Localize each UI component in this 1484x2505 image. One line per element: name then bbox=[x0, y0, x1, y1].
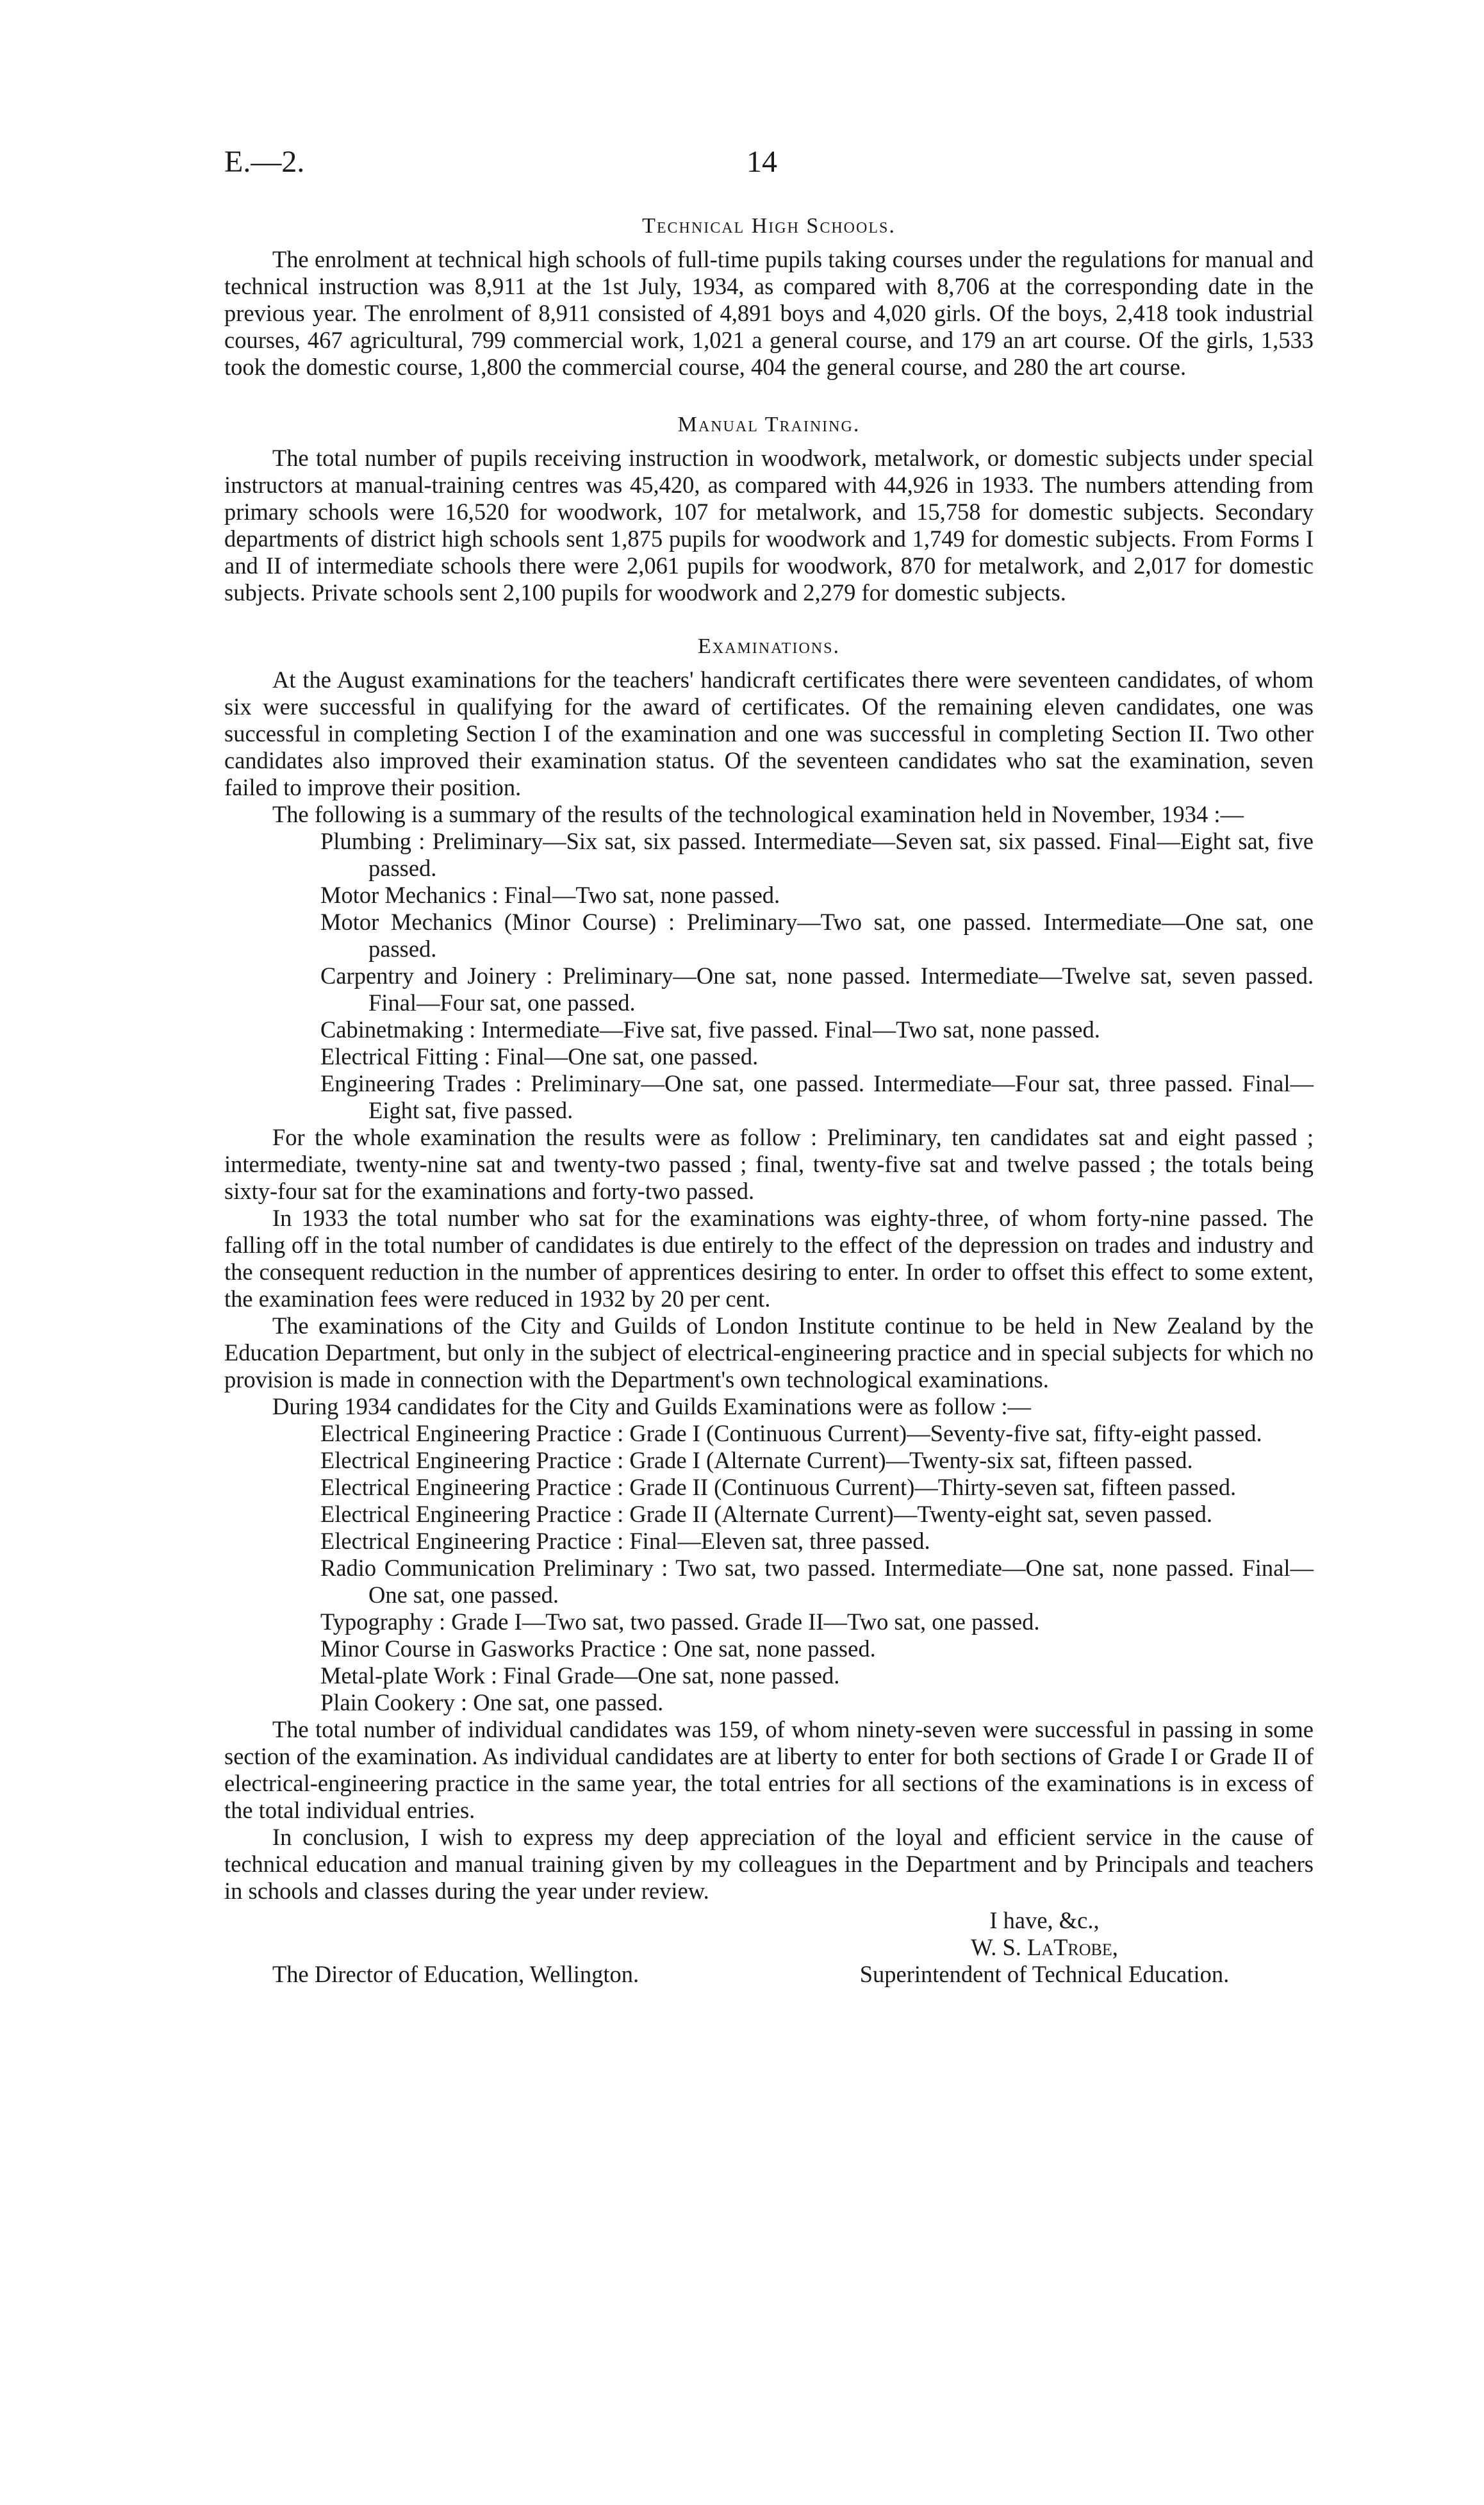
page-number: 14 bbox=[746, 145, 777, 179]
page-header bbox=[224, 144, 1314, 189]
list-item: Electrical Fitting : Final—One sat, one passed. bbox=[320, 1043, 759, 1070]
paragraph-whole-examination-results: For the whole examination the results were as follow : Preliminary, ten candidates sat and eight passed ; intermediate, twenty-nine sat and twenty-two passed ; final, twenty-five sat and twelve passed ; the totals being sixty-four sat for the examinations and forty-two passed. bbox=[224, 1124, 1314, 1204]
paragraph-city-and-guilds: The examinations of the City and Guilds of London Institute continue to be held in New Zealand by the Education Department, but only in the subject of electrical-engineering practice and in special subjects for which no provision is made in connection with the Department's own technological examinations. bbox=[224, 1312, 1314, 1393]
list-item: Electrical Engineering Practice : Grade I (Continuous Current)—Seventy-five sat, fifty-eight passed. bbox=[320, 1420, 1262, 1446]
list-item: Electrical Engineering Practice : Grade II (Continuous Current)—Thirty-seven sat, fifteen passed. bbox=[320, 1474, 1237, 1500]
document-code: E.—2. bbox=[224, 145, 305, 179]
heading-manual-training: Manual Training. bbox=[677, 413, 861, 436]
signatory-title: Superintendent of Technical Education. bbox=[859, 1961, 1230, 1987]
paragraph-total-candidates: The total number of individual candidates was 159, of whom ninety-seven were successful in passing in some section of the examination. As individual candidates are at liberty to enter for both sections of Grade I or Grade II of electrical-engineering practice in the same year, the total entries for all sections of the examinations is in excess of the total individual entries. bbox=[224, 1716, 1314, 1823]
technological-results-list bbox=[320, 828, 1314, 1124]
list-item: Electrical Engineering Practice : Final—Eleven sat, three passed. bbox=[320, 1528, 930, 1554]
addressee: The Director of Education, Wellington. bbox=[272, 1961, 639, 1987]
paragraph-city-and-guilds-intro: During 1934 candidates for the City and Guilds Examinations were as follow :— bbox=[272, 1393, 1031, 1419]
list-item: Radio Communication Preliminary : Two sat, two passed. Intermediate—One sat, none passed. Final—One sat, one passed. bbox=[320, 1555, 1314, 1608]
city-and-guilds-results-list bbox=[320, 1420, 1314, 1716]
paragraph-manual-training: The total number of pupils receiving instruction in woodwork, metalwork, or domestic subjects under special instructors at manual-training centres was 45,420, as compared with 44,926 in 1933. The numbers attending from primary schools were 16,520 for woodwork, 107 for metalwork, and 15,758 for domestic subjects. Secondary departments of district high schools sent 1,875 pupils for woodwork and 1,749 for domestic subjects. From Forms I and II of intermediate schools there were 2,061 pupils for woodwork, 870 for metalwork, and 2,017 for domestic subjects. Private schools sent 2,100 pupils for woodwork and 2,279 for domestic subjects. bbox=[224, 445, 1314, 606]
list-item: Electrical Engineering Practice : Grade II (Alternate Current)—Twenty-eight sat, seven passed. bbox=[320, 1501, 1212, 1527]
paragraph-conclusion: In conclusion, I wish to express my deep appreciation of the loyal and efficient service in the cause of technical education and manual training given by my colleagues in the Department and by Principals and teachers in schools and classes during the year under review. bbox=[224, 1824, 1314, 1904]
list-item: Plumbing : Preliminary—Six sat, six passed. Intermediate—Seven sat, six passed. Final—Eight sat, five passed. bbox=[320, 828, 1314, 881]
list-item: Typography : Grade I—Two sat, two passed. Grade II—Two sat, one passed. bbox=[320, 1608, 1040, 1635]
list-item: Electrical Engineering Practice : Grade I (Alternate Current)—Twenty-six sat, fifteen passed. bbox=[320, 1447, 1193, 1473]
list-item: Minor Course in Gasworks Practice : One sat, none passed. bbox=[320, 1635, 876, 1662]
heading-technical-high-schools: Technical High Schools. bbox=[642, 214, 896, 238]
document-body bbox=[224, 206, 1314, 1989]
list-item: Carpentry and Joinery : Preliminary—One sat, none passed. Intermediate—Twelve sat, seven passed. Final—Four sat, one passed. bbox=[320, 963, 1314, 1016]
paragraph-technical-enrolment: The enrolment at technical high schools of full-time pupils taking courses under the regulations for manual and technical instruction was 8,911 at the 1st July, 1934, as compared with 8,706 at the corresponding date in the previous year. The enrolment of 8,911 consisted of 4,891 boys and 4,020 girls. Of the boys, 2,418 took industrial courses, 467 agricultural, 799 commercial work, 1,021 a general course, and 179 an art course. Of the girls, 1,533 took the domestic course, 1,800 the commercial course, 404 the general course, and 280 the art course. bbox=[224, 246, 1314, 380]
heading-examinations: Examinations. bbox=[698, 634, 840, 658]
list-item: Plain Cookery : One sat, one passed. bbox=[320, 1689, 664, 1715]
list-item: Motor Mechanics (Minor Course) : Preliminary—Two sat, one passed. Intermediate—One sat, one passed. bbox=[320, 909, 1314, 962]
paragraph-1933-comparison: In 1933 the total number who sat for the examinations was eighty-three, of whom forty-nine passed. The falling off in the total number of candidates is due entirely to the effect of the depression on trades and industry and the consequent reduction in the number of apprentices desiring to enter. In order to offset this effect to some extent, the examination fees were reduced in 1932 by 20 per cent. bbox=[224, 1205, 1314, 1312]
list-item: Cabinetmaking : Intermediate—Five sat, five passed. Final—Two sat, none passed. bbox=[320, 1016, 1100, 1043]
signatory-name: W. S. LaTrobe, bbox=[971, 1934, 1118, 1960]
list-item: Engineering Trades : Preliminary—One sat, one passed. Intermediate—Four sat, three passed. Final—Eight sat, five passed. bbox=[320, 1070, 1314, 1123]
list-item: Metal-plate Work : Final Grade—One sat, none passed. bbox=[320, 1662, 840, 1689]
paragraph-handicraft-certificates: At the August examinations for the teachers' handicraft certificates there were seventeen candidates, of whom six were successful in qualifying for the award of certificates. Of the remaining eleven candidates, one was successful in completing Section I of the examination and one was successful in completing Section II. Two other candidates also improved their examination status. Of the seventeen candidates who sat the examination, seven failed to improve their position. bbox=[224, 666, 1314, 800]
paragraph-technological-summary-intro: The following is a summary of the results of the technological examination held in November, 1934 :— bbox=[272, 801, 1244, 827]
signoff-block bbox=[224, 1907, 1314, 1989]
closing-line: I have, &c., bbox=[989, 1907, 1100, 1933]
list-item: Motor Mechanics : Final—Two sat, none passed. bbox=[320, 882, 780, 908]
signature bbox=[833, 1907, 1256, 1961]
